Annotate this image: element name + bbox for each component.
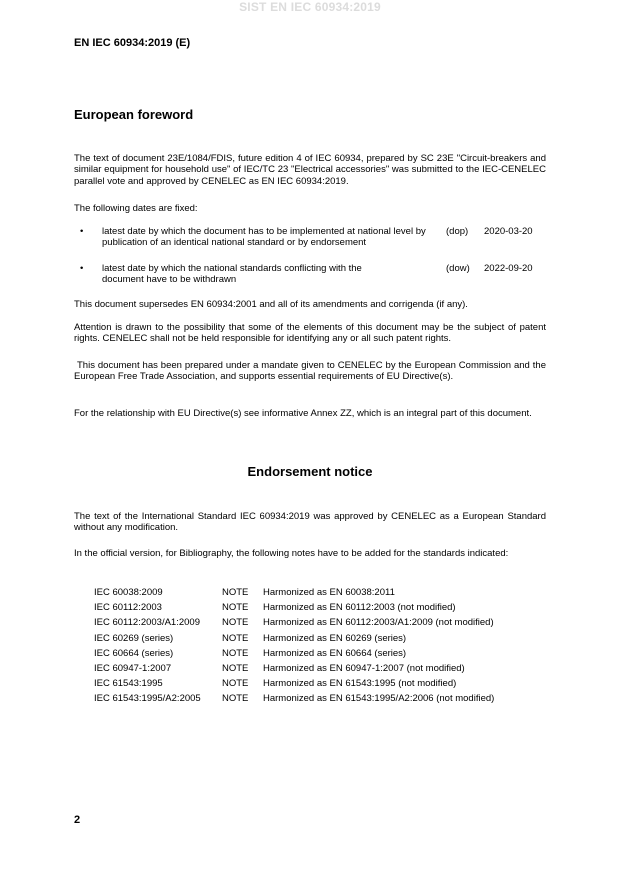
note-text: Harmonized as EN 60112:2003 (not modified) (263, 602, 456, 614)
standard-ref: IEC 60112:2003 (94, 602, 162, 614)
foreword-heading: European foreword (74, 107, 194, 122)
list-item-code: (dop) (446, 226, 469, 237)
table-row (94, 631, 494, 646)
note-label: NOTE (222, 678, 249, 690)
table-row (94, 600, 494, 615)
note-label: NOTE (222, 647, 249, 659)
notes-table (94, 585, 494, 707)
table-row (94, 661, 494, 676)
note-label: NOTE (222, 602, 249, 614)
page-number: 2 (74, 814, 81, 826)
list-item-date: 2022-09-20 (484, 263, 533, 274)
document-id-header: EN IEC 60934:2019 (E) (74, 37, 191, 49)
endorsement-paragraph-1: The text of the International Standard IEC 60934:2019 was approved by CENELEC as a European Standard without any modification. (74, 511, 546, 534)
note-label: NOTE (222, 587, 249, 598)
note-label: NOTE (222, 632, 249, 644)
bullet-icon: • (80, 226, 84, 237)
list-item-text: latest date by which the document has to be implemented at national level by publication of an identical national standard or by endorsement (102, 226, 426, 249)
standard-ref: IEC 61543:1995 (94, 678, 163, 690)
note-text: Harmonized as EN 60038:2011 (263, 587, 395, 598)
table-row (94, 691, 494, 706)
table-row (94, 646, 494, 661)
table-row (94, 585, 494, 600)
note-label: NOTE (222, 662, 249, 674)
endorsement-heading: Endorsement notice (247, 464, 373, 479)
foreword-paragraph-5: This document has been prepared under a mandate given to CENELEC by the European Commission and the European Free Trade Association, and supports essential requirements of EU Directive(s). (74, 360, 546, 383)
standard-ref: IEC 60664 (series) (94, 647, 174, 659)
foreword-paragraph-4: Attention is drawn to the possibility that some of the elements of this document may be the subject of patent rights. CENELEC shall not be held responsible for identifying any or all such patent rights. (74, 322, 546, 345)
foreword-paragraph-3: This document supersedes EN 60934:2001 and all of its amendments and corrigenda (if any). (74, 299, 468, 310)
table-row (94, 676, 494, 691)
list-item-code: (dow) (446, 263, 470, 274)
standard-ref: IEC 60038:2009 (94, 587, 163, 598)
foreword-paragraph-6: For the relationship with EU Directive(s) see informative Annex ZZ, which is an integral part of this document. (74, 408, 532, 419)
table-row (94, 615, 494, 630)
endorsement-paragraph-2: In the official version, for Bibliography, the following notes have to be added for the standards indicated: (74, 548, 509, 559)
standard-ref: IEC 60269 (series) (94, 632, 174, 644)
standard-ref: IEC 60112:2003/A1:2009 (94, 617, 200, 629)
watermark: SIST EN IEC 60934:2019 (239, 0, 381, 14)
note-text: Harmonized as EN 60269 (series) (263, 632, 407, 644)
note-text: Harmonized as EN 61543:1995/A2:2006 (not modified) (263, 693, 495, 705)
standard-ref: IEC 60947-1:2007 (94, 662, 172, 674)
foreword-paragraph-1: The text of document 23E/1084/FDIS, future edition 4 of IEC 60934, prepared by SC 23E "Circuit-breakers and similar equipment for household use" of IEC/TC 23 "Electrical accessories" was submitted to the IEC-CENELEC parallel vote and approved by CENELEC as EN IEC 60934:2019. (74, 153, 546, 187)
list-item-text: latest date by which the national standards conflicting with the document have to be withdrawn (102, 263, 362, 286)
note-label: NOTE (222, 693, 249, 705)
note-text: Harmonized as EN 60112:2003/A1:2009 (not modified) (263, 617, 494, 629)
bullet-icon: • (80, 263, 84, 274)
note-label: NOTE (222, 617, 249, 629)
standard-ref: IEC 61543:1995/A2:2005 (94, 693, 201, 705)
list-item-date: 2020-03-20 (484, 226, 533, 237)
foreword-paragraph-2: The following dates are fixed: (74, 203, 198, 214)
note-text: Harmonized as EN 60947-1:2007 (not modified) (263, 662, 465, 674)
note-text: Harmonized as EN 60664 (series) (263, 647, 407, 659)
note-text: Harmonized as EN 61543:1995 (not modified) (263, 678, 457, 690)
